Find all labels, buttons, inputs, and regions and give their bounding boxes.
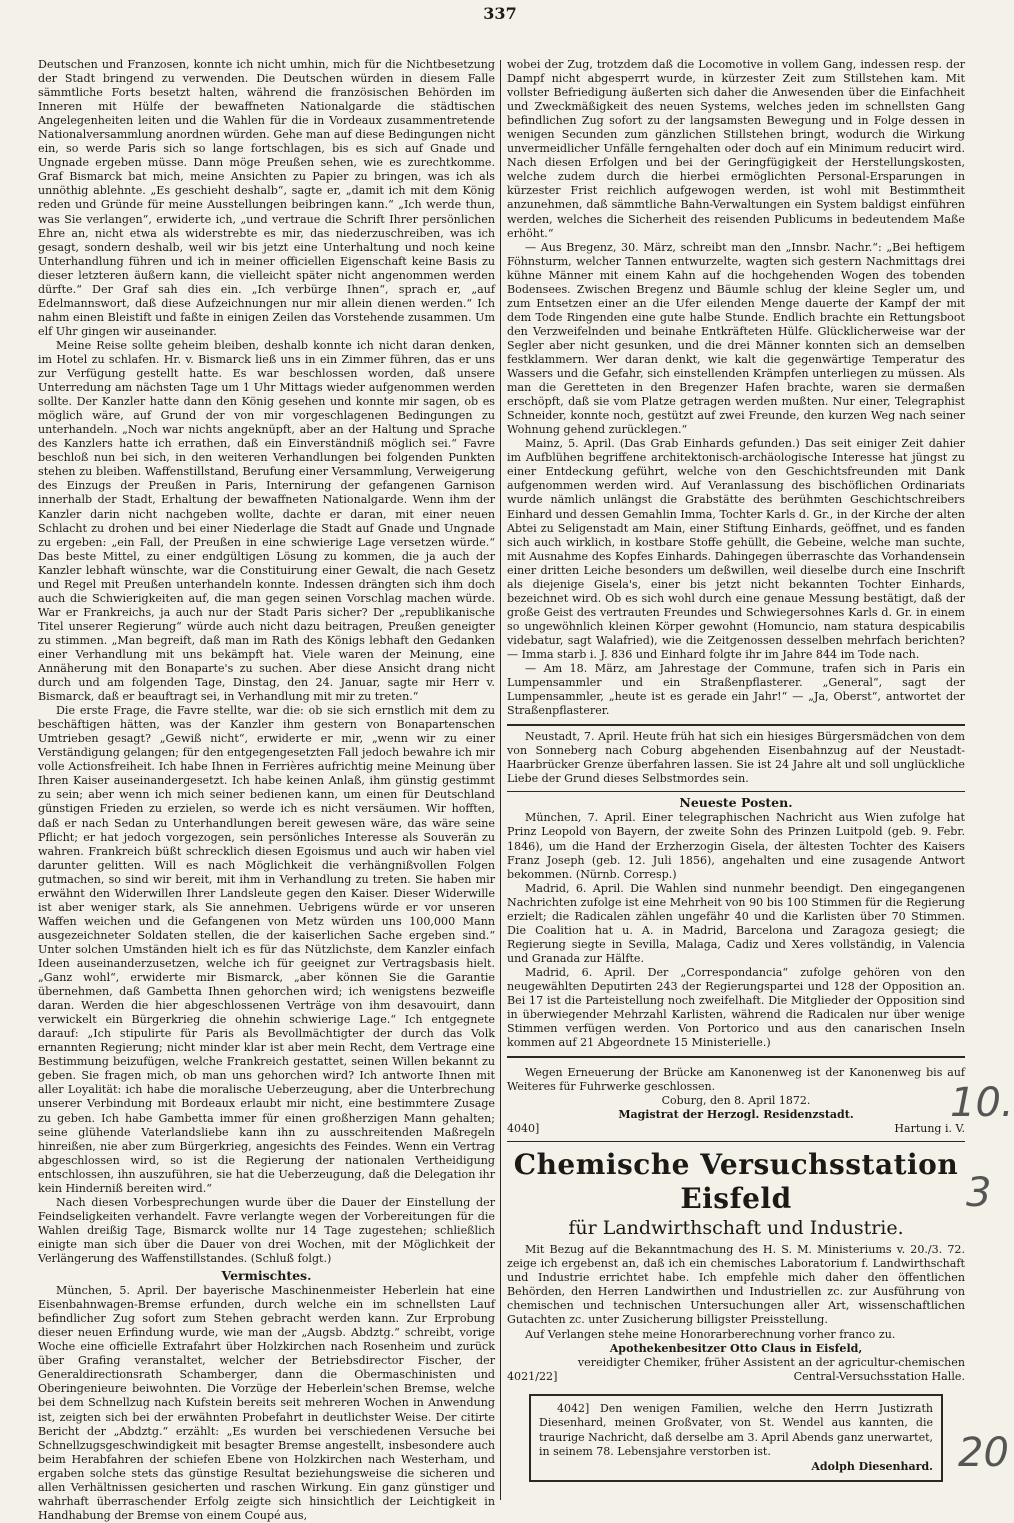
ad-chem-sign3: Central-Versuchsstation Halle.: [793, 1369, 965, 1383]
ad-bridge-date: Coburg, den 8. April 1872.: [661, 1094, 811, 1108]
article-paragraph: Meine Reise sollte geheim bleiben, deshalb konnte ich nicht daran denken, im Hotel zu schlafen. Hr. v. Bismarck ließ uns in ein Zimmer führen, das er uns zur Verfügung gestellt hatte. Es war beschlossen worden, daß unsere Unterredung am nächsten Tage um 1 Uhr Mittags wieder aufgenommen werden sollte. Der Kanzler hatte dann den König gesehen und konnte mir sagen, ob es möglich wäre, auf Grund der von mir vorgeschlagenen Bedingungen zu unterhandeln. „Noch war nichts angeknüpft, aber an der Haltung und Sprache des Kanzlers hatte ich errathen, daß ein Einverständniß möglich sei.“ Favre beschloß nun bei sich, in den weiteren Verhandlungen bei folgenden Punkten stehen zu bleiben. Waffenstillstand, Berufung einer Versammlung, Verweigerung des Einzugs der Preußen in Paris, Internirung der gefangenen Garnison innerhalb der Stadt, Erhaltung der bewaffneten Nationalgarde. Wenn ihm der Kanzler darin nicht nachgeben wollte, dachte er daran, mit einer neuen Schlacht zu drohen und bei einer Niederlage die Stadt auf Gnade und Ungnade zu ergeben: „ein Fall, der Preußen in eine schwierige Lage versetzen würde.“ Das beste Mittel, zu einer endgültigen Lösung zu kommen, die ja auch der Kanzler lebhaft wünschte, war die Constituirung einer Gewalt, die nach Gesetz und Regel mit Preußen unterhandeln konnte. Indessen drängten sich ihm doch auch die Schwierigkeiten auf, die man gegen seinen Vorschlag machen würde. War er Frankreichs, ja auch nur der Stadt Paris sicher? Der „republikanische Titel unserer Regierung“ würde auch nicht dazu beitragen, Preußen geneigter zu stimmen. „Man begreift, daß man im Rath des Königs lebhaft den Gedanken einer Verhandlung mit uns bekämpft hat. Viele waren der Meinung, eine Annäherung mit den Bonaparte's zu suchen. Aber diese Ansicht drang nicht durch und am folgenden Tage, Dinstag, den 24. Januar, sagte mir Herr v. Bismarck, daß er beauftragt sei, in Verhandlung mit mir zu treten.“: [38, 338, 495, 704]
divider: [507, 1141, 965, 1142]
ad-chem-station: [507, 1148, 965, 1383]
divider: [507, 1056, 965, 1058]
page-number: 337: [483, 4, 517, 23]
ad-bridge-signature: Magistrat der Herzogl. Residenzstadt.: [618, 1108, 854, 1122]
neustadt-notice: Neustadt, 7. April. Heute früh hat sich ein hiesiges Bürgersmädchen von dem von Sonneberg nach Coburg abgehenden Eisenbahnzug auf der Neustadt-Haarbrücker Grenze überfahren lassen. Sie ist 24 Jahre alt und soll unglückliche Liebe der Grund dieses Selbstmordes sein.: [507, 730, 965, 786]
ad-bridge-number: 4040]: [507, 1122, 540, 1136]
article-paragraph: München, 5. April. Der bayerische Maschinenmeister Heberlein hat eine Eisenbahnwagen-Bremse erfunden, durch welche ein im schnellsten Lauf befindlicher Zug sofort zum Stehen gebracht werden kann. Zur Erprobung dieser neuen Erfindung wurde, wie man der „Augsb. Abdztg.“ schreibt, vorige Woche eine officielle Extrafahrt über Holzkirchen nach Rosenheim und zurück über Grafing veranstaltet, welcher der Betriebsdirector Fischer, der Generaldirectionsrath Schamberger, dann die Obermaschinisten und Oberingenieure beiwohnten. Die Vorzüge der Heberlein'schen Bremse, welche bei dem Schnellzug nach Kufstein bereits seit mehreren Wochen in Anwendung ist, zeigten sich bei der erwähnten Probefahrt in deutlichster Weise. Der citirte Bericht der „Abdztg.“ erzählt: „Es wurden bei verschiedenen Versuche bei Schnellzugsgeschwindigkeit mit besagter Bremse angestellt, insbesondere auch beim Herabfahren der schiefen Ebene von Holzkirchen nach Westerham, und ergaben solche stets das günstige Resultat beziehungsweise die sicheren und allen Verhältnissen gesicherten und raschen Wirkung. Ein ganz günstiger und wahrhaft überraschender Erfolg zeigte sich hinsichtlich der Leichtigkeit in Handhabung der Bremse von einem Coupé aus,: [38, 1284, 495, 1522]
handwritten-annotation: 10.: [950, 1080, 1014, 1126]
ad-bridge-closure: [507, 1066, 965, 1136]
article-paragraph: — Am 18. März, am Jahrestage der Commune, trafen sich in Paris ein Lumpensammler und ein Straßenpflasterer. „General“, sagt der Lumpensammler, „heute ist es gerade ein Jahr!“ — „Ja, Oberst“, antwortet der Straßenpflasterer.: [507, 662, 965, 718]
column-divider: [500, 60, 501, 1500]
article-paragraph: Die erste Frage, die Favre stellte, war die: ob sie sich ernstlich mit dem zu beschäftigen hätten, was der Kanzler ihm gestern von Bonapartenschen Umtrieben gesagt? „Gewiß nicht“, erwiderte er mir, „wenn wir zu einer Verständigung gelangen; für den entgegengesetzten Fall jedoch bewahre ich mir volle Actionsfreiheit. Ich habe Ihnen in Ferrières aufrichtig meine Meinung über Ihren Kaiser auseinandergesetzt. Ich habe keinen Anlaß, ihm günstig gestimmt zu sein; aber wenn ich mich seiner bedienen kann, um einen für Deutschland günstigen Frieden zu erzielen, so werde ich es nicht versäumen. Wir hofften, daß er nach Sedan zu Unterhandlungen bereit gewesen wäre, das wäre seine Pflicht; er hat jedoch vorgezogen, sein persönliches Interesse als Souverän zu wahren. Frankreich büßt schrecklich diesen Egoismus und auch wir haben viel darunter gelitten. Will es nach Möglichkeit die verhängnißvollen Folgen gutmachen, so sind wir bereit, mit ihm in Verhandlung zu treten. Sie haben mir erwähnt den Widerwillen Ihrer Landsleute gegen den Kaiser. Dieser Widerwille ist aber weniger stark, als Sie annehmen. Uebrigens würde er vor unseren Waffen weichen und die Gefangenen von Metz würden uns 100,000 Mann ausgezeichneter Soldaten stellen, die der kaiserlichen Sache ergeben sind.“ Unter solchen Umständen hielt ich es für das Nützlichste, dem Kanzler einfach Ideen auseinanderzusetzen, welche ich für geeignet zur Vertragsbasis hielt. „Ganz wohl“, erwiderte mir Bismarck, „aber können Sie die Garantie übernehmen, daß Gambetta Ihnen gehorchen wird; ich wenigstens bezweifle daran. Werden die hier abgeschlossenen Verträge von ihm desavouirt, dann verwickelt ein Bürgerkrieg die ohnehin schwierige Lage.“ Ich entgegnete darauf: „Ich stipulirte für Paris als Bevollmächtigter der durch das Volk ernannten Regierung; nicht minder klar ist aber mein Recht, dem Vertrage eine Bestimmung beizufügen, welche Frankreich gestattet, seinen Willen bekannt zu geben. Sie fragen mich, ob man uns gehorchen wird? Ich antworte Ihnen mit aller Loyalität: ich habe die moralische Ueberzeugung, aber die Unterbrechung unserer Verbindung mit Bordeaux erlaubt mir nicht, eine bestimmtere Zusage zu geben. Ich habe Gambetta immer für einen großherzigen Mann gehalten; seine glühende Vaterlandsliebe kann ihn zu ausschreitenden Maßregeln hinreißen, nie aber zum Bürgerkrieg, angesichts des Feindes. Wenn ein Vertrag abgeschlossen wird, so ist die Regierung der nationalen Vertheidigung entschlossen, ihn auszuführen, sie hat die Ueberzeugung, daß die Delegation ihr kein Hinderniß bereiten wird.“: [38, 704, 495, 1195]
ad-chem-body2: Auf Verlangen stehe meine Honorarberechnung vorher franco zu.: [525, 1327, 896, 1341]
divider: [507, 791, 965, 792]
article-paragraph: Deutschen und Franzosen, konnte ich nicht umhin, mich für die Nichtbesetzung der Stadt bringend zu verwenden. Die Deutschen würden in diesem Falle sämmtliche Forts besetzt halten, während die französischen Behörden im Inneren mit Hülfe der bewaffneten Nationalgarde die städtischen Angelegenheiten leiten und die Wahlen für die in Vordeaux zusammentretende Nationalversammlung anordnen würden. Gehe man auf diese Bedingungen nicht ein, so werde Paris sich so lange fortschlagen, bis es sich auf Gnade und Ungnade ergeben müsse. Dann möge Preußen sehen, wie es zurechtkomme. Graf Bismarck bat mich, meine Ansichten zu Papier zu bringen, was ich als unnöthig ablehnte. „Es geschieht deshalb“, sagte er, „damit ich mit dem König reden und Gründe für meine Ausstellungen beibringen kann.“ „Ich werde thun, was Sie verlangen“, erwiderte ich, „und vertraue die Schrift Ihrer persönlichen Ehre an, nicht etwa als widerstrebte es mir, das niederzuschreiben, was ich gesagt, sondern deshalb, weil wir bis jetzt eine Unterhaltung und noch keine Unterhandlung führen und ich in meiner officiellen Eigenschaft keine Basis zu dieser letzteren äußern kann, die vielleicht später nicht angenommen werden dürfte.“ Der Graf sah dies ein. „Ich verbürge Ihnen“, sprach er, „auf Edelmannswort, daß diese Aufzeichnungen nur mir allein dienen werden.“ Ich nahm einen Bleistift und faßte in einigen Zeilen das Vorstehende zusammen. Um elf Uhr gingen wir auseinander.: [38, 58, 495, 338]
ad-chem-number: 4021/22]: [507, 1369, 558, 1383]
ad-chem-sign1: Apothekenbesitzer Otto Claus in Eisfeld,: [609, 1341, 863, 1355]
section-heading-neueste-posten: Neueste Posten.: [679, 795, 793, 811]
ad-death-signature: Adolph Diesenhard.: [811, 1459, 933, 1473]
ad-chem-body: Mit Bezug auf die Bekanntmachung des H. S. M. Ministeriums v. 20./3. 72. zeige ich ergebenst an, daß ich ein chemisches Laboratorium f. Landwirthschaft und Industrie errichtet habe. Ich empfehle mich daher den öffentlichen Behörden, den Herren Landwirthen und Industriellen zc. zur Ausführung von chemischen und technischen Untersuchungen aller Art, wissenschaftlichen Gutachten zc. unter Zusicherung billigster Preisstellung.: [507, 1243, 965, 1327]
ad-bridge-text: Wegen Erneuerung der Brücke am Kanonenweg ist der Kanonenweg bis auf Weiteres für Fuhrwerke geschlossen.: [507, 1066, 965, 1094]
ad-chem-sign2: vereidigter Chemiker, früher Assistent an der agricultur-chemischen: [577, 1355, 965, 1369]
handwritten-annotation: 3: [966, 1170, 992, 1216]
divider: [507, 724, 965, 726]
section-heading-vermischtes: Vermischtes.: [221, 1268, 312, 1284]
article-paragraph: wobei der Zug, trotzdem daß die Locomotive in vollem Gang, indessen resp. der Dampf nicht abgesperrt wurde, in kürzester Zeit zum Stillstehen kam. Mit vollster Befriedigung äußerten sich daher die Anwesenden über die Einfachheit und Zweckmäßigkeit des neuen Systems, welches jeden im schnellsten Gang befindlichen Zug sofort zu der langsamsten Bewegung und in Folge dessen in wenigen Secunden zum gänzlichen Stillstehen bringt, wodurch die Wirkung unvermeidlicher Unfälle ferngehalten oder doch auf ein Minimum reducirt wird. Nach diesen Erfolgen und bei der Geringfügigkeit der Herstellungskosten, welche zudem durch die hierbei ermöglichten Personal-Ersparungen in kürzester Frist reichlich aufgewogen werden, ist wohl mit Bestimmtheit anzunehmen, daß sämmtliche Bahn-Verwaltungen ein System baldigst einführen werden, welches die Sicherheit des reisenden Publicums in bedeutendem Maße erhöht.“: [507, 58, 965, 240]
article-paragraph: Mainz, 5. April. (Das Grab Einhards gefunden.) Das seit einiger Zeit dahier im Aufblühen begriffene architektonisch-archäologische Interesse hat jüngst zu einer Entdeckung geführt, welche von den Geschichtsfreunden mit Dank aufgenommen werden wird. Auf Veranlassung des bischöflichen Ordinariats wurde nämlich unlängst die Grabstätte des berühmten Geschichtschreibers Einhard und dessen Gemahlin Imma, Tochter Karls d. Gr., in der Kirche der alten Abtei zu Seligenstadt am Main, einer Stiftung Einhards, geöffnet, und es fanden sich auch wirklich, in kostbare Stoffe gehüllt, die Gebeine, welche man suchte, mit Ausnahme des Kopfes Einhards. Dahingegen überraschte das Vorhandensein einer dritten Leiche besonders um deßwillen, weil dieselbe durch eine Inschrift als diejenige Gisela's, einer bis jetzt nicht bekannten Tochter Einhards, bezeichnet wird. Ob es sich wohl durch eine genaue Messung bestätigt, daß der große Geist des vertrauten Freundes und Schwiegersohnes Karls d. Gr. in einem so ungewöhnlich kleinen Körper gewohnt (Homuncio, nam statura despicabilis videbatur, sagt Walafried), wie die Zeitgenossen desselben mehrfach berichten? — Imma starb i. J. 836 und Einhard folgte ihr im Jahre 844 im Tode nach.: [507, 437, 965, 661]
news-paragraph: Madrid, 6. April. Der „Correspondancia“ zufolge gehören von den neugewählten Deputirten 243 der Regierungspartei und 128 der Opposition an. Bei 17 ist die Parteistellung noch zweifelhaft. Die Mitglieder der Opposition sind in überwiegender Mehrzahl Karlisten, während die Radicalen nur über wenige Stimmen verfügen werden. Von Portorico und aus den canarischen Inseln kommen auf 21 Abgeordnete 15 Ministerielle.): [507, 965, 965, 1050]
news-paragraph: München, 7. April. Einer telegraphischen Nachricht aus Wien zufolge hat Prinz Leopold von Bayern, der zweite Sohn des Prinzen Luitpold (geb. 9. Febr. 1846), um die Hand der Erzherzogin Gisela, der ältesten Tochter des Kaisers Franz Joseph (geb. 12. Juli 1856), angehalten und eine zusagende Antwort bekommen. (Nürnb. Corresp.): [507, 811, 965, 881]
right-column: [507, 58, 965, 1482]
article-paragraph: — Aus Bregenz, 30. März, schreibt man den „Innsbr. Nachr.“: „Bei heftigem Föhnsturm, welcher Tannen entwurzelte, wagten sich gestern Nachmittags drei kühne Männer mit einem Kahn auf die hochgehenden Wogen des tobenden Bodensees. Zwischen Bregenz und Bäumle schlug der kleine Segler um, und zum Entsetzen einer an die Ufer eilenden Menge dauerte der Kampf der mit dem Tode Ringenden eine gute halbe Stunde. Endlich brachte ein Rettungsboot den Verzweifelnden und beinahe Entkräfteten Hülfe. Glücklicherweise war der Segler aber nicht gesunken, und die drei Männer konnten sich an demselben festklammern. Wer daran denkt, wie kalt die gegenwärtige Temperatur des Wassers und die Gefahr, sich einstellenden Krämpfen unterliegen zu müssen. Als man die Geretteten in den Bregenzer Hafen brachte, waren sie dermaßen erschöpft, daß sie vom Platze getragen werden mußten. Nur einer, Telegraphist Schneider, konnte noch, gestützt auf zwei Freunde, den kurzen Weg nach seiner Wohnung gehend zurücklegen.“: [507, 240, 965, 437]
news-paragraph: Madrid, 6. April. Die Wahlen sind nunmehr beendigt. Den eingegangenen Nachrichten zufolge ist eine Mehrheit von 90 bis 100 Stimmen für die Regierung erzielt; die Radicalen zählen ungefähr 40 und die Karlisten über 70 Stimmen. Die Coalition hat u. A. in Madrid, Barcelona und Zaragoza gesiegt; die Regierung siegte in Sevilla, Malaga, Cadiz und Xeres vollständig, in Valencia und Granada zur Hälfte.: [507, 881, 965, 965]
ad-bridge-signer: Hartung i. V.: [894, 1122, 965, 1136]
ad-chem-title: Chemische Versuchsstation Eisfeld: [513, 1148, 959, 1216]
ad-death-notice: [529, 1394, 943, 1483]
ad-death-text: 4042] Den wenigen Familien, welche den Herrn Justizrath Diesenhard, meinen Großvater, von St. Wendel aus kannten, die traurige Nachricht, daß derselbe am 3. April Abends ganz unerwartet, in seinem 78. Lebensjahre verstorben ist.: [539, 1401, 933, 1459]
article-paragraph: Nach diesen Vorbesprechungen wurde über die Dauer der Einstellung der Feindseligkeiten verhandelt. Favre verlangte wegen der Vorbereitungen für die Wahlen dreißig Tage, Bismarck wollte nur 14 Tage zugestehen; schließlich einigte man sich über die Dauer von drei Wochen, mit der Möglichkeit der Verlängerung des Waffenstillstandes. (Schluß folgt.): [38, 1195, 495, 1265]
handwritten-annotation: 20: [958, 1430, 1009, 1476]
ad-chem-subtitle: für Landwirthschaft und Industrie.: [568, 1217, 904, 1240]
left-column: [38, 58, 495, 1523]
